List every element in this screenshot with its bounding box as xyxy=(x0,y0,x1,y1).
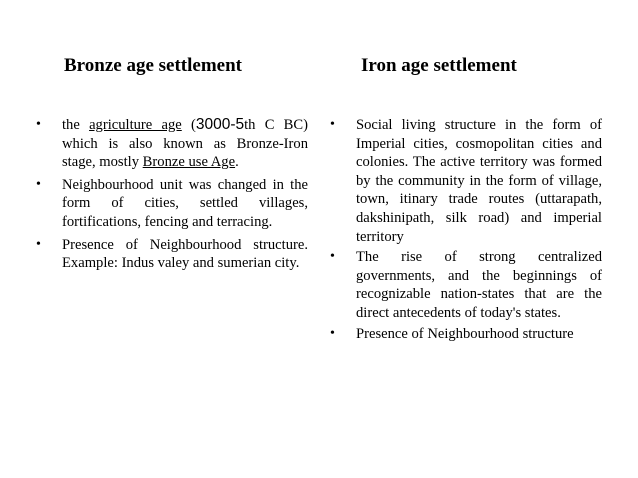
bronze-bullet-2 xyxy=(36,176,308,232)
bronze-bullet-1-mid1: ( xyxy=(181,117,196,133)
agriculture-age-text: agriculture age xyxy=(89,117,182,133)
bullet-icon: • xyxy=(36,176,41,192)
bullet-icon: • xyxy=(36,236,41,252)
iron-age-bullet-list xyxy=(330,116,602,343)
bullet-icon: • xyxy=(330,249,335,265)
bronze-bullet-3-text: Presence of Neighbourhood structure. Example: Indus valey and sumerian city. xyxy=(62,236,308,272)
iron-bullet-2 xyxy=(330,248,602,322)
bronze-bullet-1 xyxy=(36,116,308,172)
bullet-icon: • xyxy=(330,325,335,341)
iron-bullet-1-text: Social living structure in the form of Imperial cities, cosmopolitan cities and colonies. The active territory was formed by the community in the form of village, town, itinary trade routes (uttarapath, dakshinipath, silk road) and imperial territory xyxy=(356,117,602,245)
bronze-age-bullet-list xyxy=(36,116,308,273)
iron-bullet-3-text: Presence of Neighbourhood structure xyxy=(356,325,574,342)
bronze-age-title: Bronze age settlement xyxy=(64,55,242,76)
iron-bullet-3 xyxy=(330,325,602,344)
bronze-bullet-1-post: . xyxy=(235,154,239,171)
bullet-icon: • xyxy=(330,117,335,132)
bronze-age-column xyxy=(36,116,308,277)
iron-bullet-1 xyxy=(330,116,602,246)
years-text: 3000-5 xyxy=(195,116,245,133)
iron-age-column xyxy=(330,116,602,345)
iron-bullet-2-text: The rise of strong centralized governments, and the beginnings of recognizable nation-states that are the direct antecedents of today's states. xyxy=(356,249,602,321)
bullet-icon: • xyxy=(36,117,41,132)
bronze-bullet-1-pre: the xyxy=(62,117,90,133)
bronze-bullet-1-mid2: th C BC) which is also known as Bronze-Iron stage, mostly xyxy=(62,117,308,171)
bronze-bullet-3 xyxy=(36,236,308,273)
bronze-use-age-text: Bronze use Age xyxy=(142,154,236,171)
bronze-bullet-2-text: Neighbourhood unit was changed in the form of cities, settled villages, fortifications, fencing and terracing. xyxy=(62,176,308,230)
iron-age-title: Iron age settlement xyxy=(361,55,517,76)
